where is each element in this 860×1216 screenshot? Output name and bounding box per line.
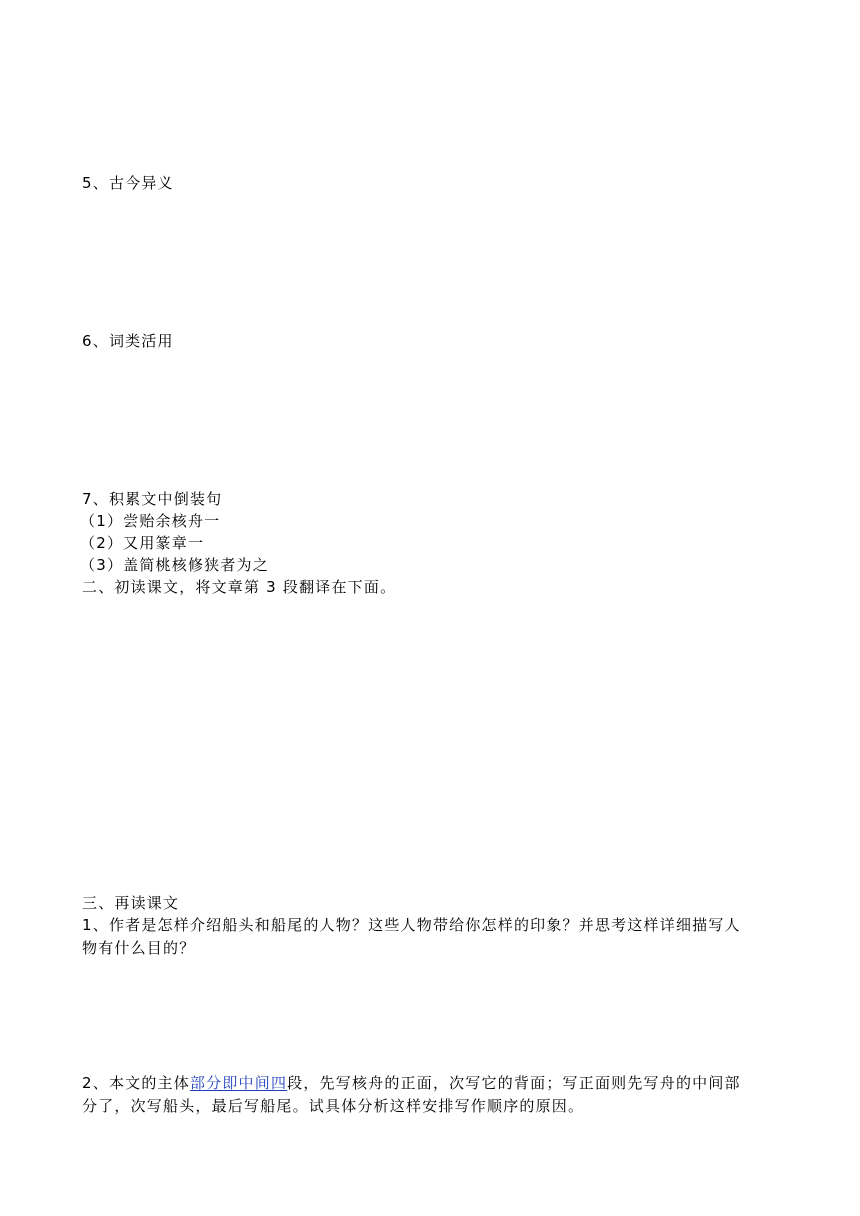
question-1-line-2: 物有什么目的？	[82, 939, 196, 957]
item-6-heading: 6、词类活用	[82, 332, 174, 350]
question-2-line-1	[82, 1072, 782, 1095]
item-7-sentence-2: （2）又用篆章一	[80, 534, 205, 552]
item-7-sentence-3: （3）盖简桃核修狭者为之	[80, 556, 269, 574]
item-7-sentence-1: （1）尝贻余核舟一	[80, 512, 221, 530]
part-2-heading: 二、初读课文，将文章第 3 段翻译在下面。	[82, 578, 397, 596]
question-2-prefix: 2、本文的主体	[82, 1074, 190, 1092]
question-1	[82, 914, 782, 960]
question-1-line-1: 1、作者是怎样介绍船头和船尾的人物？这些人物带给你怎样的印象？并思考这样详细描写人	[82, 916, 741, 934]
question-2-suffix: 段，先写核舟的正面，次写它的背面；写正面则先写舟的中间部	[287, 1074, 741, 1092]
question-2-link[interactable]: 部分即中间四	[189, 1074, 288, 1092]
question-2	[82, 1072, 782, 1118]
question-2-line-2: 分了，次写船头，最后写船尾。试具体分析这样安排写作顺序的原因。	[82, 1097, 585, 1115]
part-3-heading: 三、再读课文	[82, 894, 180, 912]
item-5-heading: 5、古今异义	[82, 174, 174, 192]
item-7-heading: 7、积累文中倒装句	[82, 490, 223, 508]
